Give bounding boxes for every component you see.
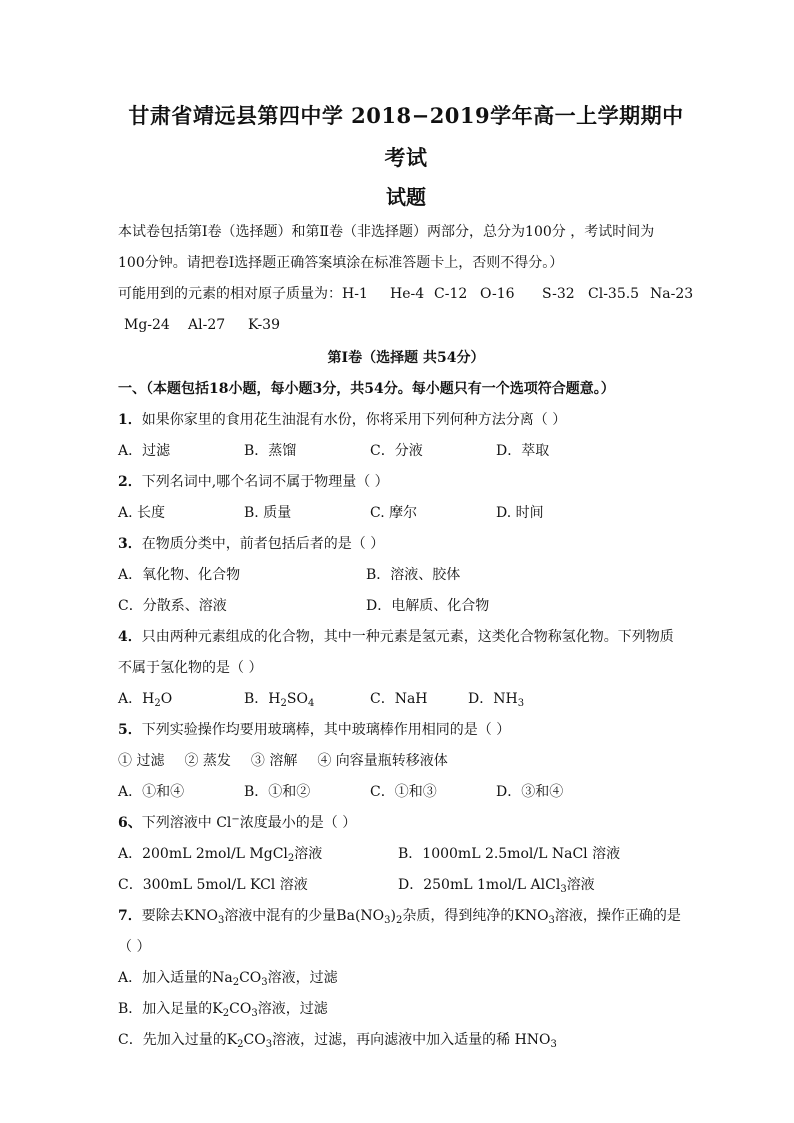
intro-line-2: 100分钟。请把卷Ⅰ选择题正确答案填涂在标准答题卡上，否则不得分。） (118, 255, 564, 271)
option-d[interactable]: D．电解质、化合物 (366, 598, 490, 614)
option-c[interactable]: C．NaH (370, 691, 428, 707)
option-b[interactable]: B．$H_2SO_4$ (244, 691, 315, 709)
operation-item-3: ③ 溶解 (250, 753, 298, 769)
option-a[interactable]: A．过滤 (118, 443, 171, 459)
question-number: 2． (118, 474, 142, 490)
question-number: 7． (118, 908, 142, 924)
question-number: 4． (118, 629, 142, 645)
options-row (118, 560, 694, 591)
option-c[interactable]: C．①和③ (370, 784, 437, 800)
mass-he: He-4 (390, 286, 425, 302)
question-number: 5． (118, 722, 142, 738)
options-row (118, 684, 694, 715)
options-row (118, 777, 694, 808)
option-c[interactable]: C．300mL 5mol/L KCl 溶液 (118, 877, 308, 893)
intro-line-1: 本试卷包括第Ⅰ卷（选择题）和第Ⅱ卷（非选择题）两部分，总分为100分 ，考试时间为 (118, 224, 655, 240)
operation-item-4: ④ 向容量瓶转移液体 (317, 753, 448, 769)
option-b[interactable]: B．①和② (244, 784, 311, 800)
section-1-title: 第Ⅰ卷（选择题 共54分） (327, 350, 485, 366)
option-c[interactable]: C. 摩尔 (370, 505, 418, 521)
answer-paren: （ ） (118, 939, 151, 955)
question-text: 下列实验操作均要用玻璃棒，其中玻璃棒作用相同的是（ ） (141, 722, 511, 738)
options-row (118, 870, 694, 901)
question-3 (118, 529, 694, 622)
option-b[interactable]: B．加入足量的$K_2CO_3$溶液，过滤 (118, 1001, 328, 1019)
mass-k: K-39 (248, 317, 280, 333)
question-text: 下列名词中,哪个名词不属于物理量（ ） (141, 474, 389, 490)
options-row (118, 436, 694, 467)
mass-s: S-32 (542, 286, 575, 302)
mass-mg: Mg-24 (124, 317, 170, 333)
question-6: 6、下列溶液中 Cl−浓度最小的是（ ） A．200mL 2mol/L MgCl$_2$溶液 B．1000mL 2.5mol/L NaCl 溶液 C．300mL 5mol/L KCl 溶液 D．250mL 1mol/L AlCl$_3$溶液 (118, 808, 694, 901)
option-c[interactable]: C．分散系、溶液 (118, 598, 227, 614)
options-row (118, 498, 694, 529)
option-a[interactable]: A．①和④ (118, 784, 185, 800)
option-a[interactable]: A．氧化物、化合物 (118, 567, 241, 583)
question-7: 7．要除去$KNO_3$溶液中混有的少量$Ba(NO_3)_2$杂质，得到纯净的$KNO_3$溶液，操作正确的是 （ ） A．加入适量的$Na_2CO_3$溶液，过滤 B．加入足量的$K_2CO_3$溶液，过滤 C．先加入过量的$K_2CO_3$溶液，过滤，再向滤液中加入适量的稀 $HNO_3$ (118, 901, 694, 1056)
operation-item-1: ① 过滤 (118, 753, 165, 769)
operation-item-2: ② 蒸发 (184, 753, 231, 769)
option-b[interactable]: B．蒸馏 (244, 443, 297, 459)
section-1-instruction: 一、（本题包括18小题，每小题3分，共54分。每小题只有一个选项符合题意。） (118, 381, 615, 397)
option-d[interactable]: D．250mL 1mol/L AlCl$_3$溶液 (398, 877, 595, 895)
option-c[interactable]: C．先加入过量的$K_2CO_3$溶液，过滤，再向滤液中加入适量的稀 $HNO_3$ (118, 1032, 557, 1050)
mass-na: Na-23 (650, 286, 694, 302)
option-a[interactable]: A．加入适量的$Na_2CO_3$溶液，过滤 (118, 970, 338, 988)
mass-o: O-16 (480, 286, 515, 302)
options-row (118, 839, 694, 870)
question-number: 3． (118, 536, 142, 552)
option-d[interactable]: D．③和④ (496, 784, 564, 800)
option-b[interactable]: B．1000mL 2.5mol/L NaCl 溶液 (398, 846, 621, 862)
options-row (118, 591, 694, 622)
operation-items (118, 746, 694, 777)
question-text: 如果你家里的食用花生油混有水份，你将采用下列何种方法分离（ ） (141, 412, 567, 428)
option-a[interactable]: A．$H_2O$ (118, 691, 173, 709)
question-text: 只由两种元素组成的化合物，其中一种元素是氢元素，这类化合物称氢化物。下列物质 (141, 629, 674, 645)
question-2 (118, 467, 694, 529)
question-text-cont: 不属于氢化物的是（ ） (118, 660, 263, 676)
question-number: 1． (118, 412, 142, 428)
exam-subtitle: 试题 (386, 185, 426, 209)
option-d[interactable]: D. 时间 (496, 505, 544, 521)
option-c[interactable]: C．分液 (370, 443, 423, 459)
question-5 (118, 715, 694, 808)
option-b[interactable]: B．溶液、胶体 (366, 567, 461, 583)
option-a[interactable]: A．200mL 2mol/L MgCl$_2$溶液 (118, 846, 323, 864)
question-number: 6、 (118, 815, 142, 831)
atomic-mass-line-2 (118, 310, 694, 341)
mass-cl: Cl-35.5 (588, 286, 640, 302)
mass-al: Al-27 (188, 317, 226, 333)
exam-title: 甘肃省靖远县第四中学 2018−2019学年高一上学期期中考试 (128, 103, 684, 170)
mass-h: H-1 (342, 286, 368, 302)
question-1 (118, 405, 694, 467)
option-b[interactable]: B. 质量 (244, 505, 292, 521)
mass-c: C-12 (434, 286, 468, 302)
option-d[interactable]: D．$NH_3$ (468, 691, 525, 709)
exam-intro (118, 217, 694, 341)
atomic-mass-label: 可能用到的元素的相对原子质量为： (118, 286, 342, 302)
question-4 (118, 622, 694, 715)
option-d[interactable]: D．萃取 (496, 443, 550, 459)
option-a[interactable]: A. 长度 (118, 505, 166, 521)
atomic-mass-line-1 (118, 279, 694, 310)
question-text: 在物质分类中，前者包括后者的是（ ） (141, 536, 385, 552)
